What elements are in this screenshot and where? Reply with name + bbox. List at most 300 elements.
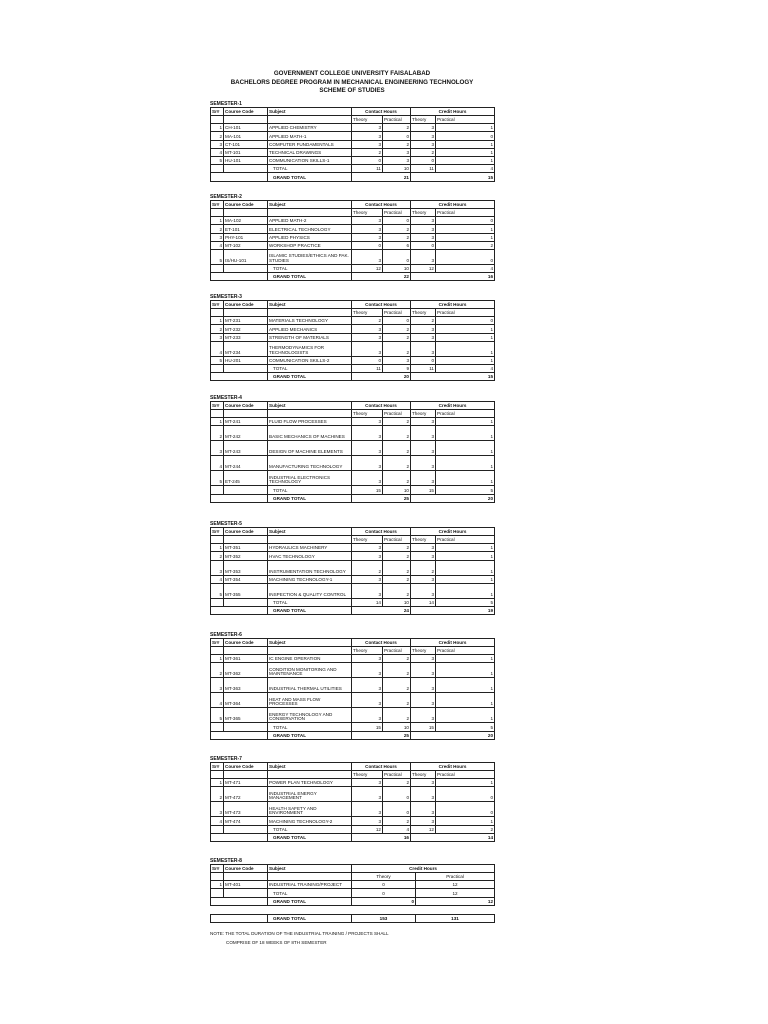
practical-label: Practical [436,647,495,655]
contact-practical: 2 [383,233,411,241]
sr-number: 3 [211,441,224,456]
total-contact-practical: 10 [383,598,411,606]
course-subject: ISLAMIC STUDIES/ETHICS AND PAK. STUDIES [268,249,352,264]
footnote-line: COMPRISE OF 18 WEEKS OF 8TH SEMESTER [226,939,327,945]
grand-total-credit: 20 [411,494,495,502]
blank-cell [224,486,268,494]
contact-theory: 3 [352,552,383,560]
semester-block [210,101,494,182]
course-subject: ELECTRICAL TECHNOLOGY [268,225,352,233]
practical-label: Practical [436,410,495,418]
credit-theory: 3 [411,787,436,802]
total-row [211,364,495,372]
sr-number: 4 [211,575,224,583]
course-code: CT-101 [224,140,268,148]
blank-cell [268,309,352,317]
contact-practical: 3 [383,148,411,156]
table-row [211,233,495,241]
col-subject-header: Subject [268,639,352,647]
course-code: MT-351 [224,544,268,552]
sr-number: 4 [211,817,224,825]
total-contact-practical: 10 [383,264,411,272]
credit-hours-header: Credit Hours [411,201,495,209]
course-code: MT-355 [224,583,268,598]
table-header-row [211,763,495,771]
table-subheader-row [211,309,495,317]
credit-practical: 1 [436,471,495,486]
contact-practical: 2 [383,471,411,486]
grand-total-credit: 20 [411,731,495,739]
semester-title: SEMESTER-5 [210,521,242,527]
credit-theory: 0 [352,881,416,889]
credit-practical: 1 [436,148,495,156]
course-code: HU-201 [224,356,268,364]
theory-label: Theory [352,873,416,881]
credit-practical: 1 [436,663,495,678]
sr-number: 1 [211,217,224,225]
theory-label: Theory [352,209,383,217]
credit-theory: 3 [411,341,436,356]
course-code: CH-101 [224,124,268,132]
credit-practical: 1 [436,693,495,708]
course-subject: CONDITION MONITORING AND MAINTENANCE [268,663,352,678]
credit-practical: 1 [436,552,495,560]
credit-practical: 1 [436,333,495,341]
contact-practical: 2 [383,341,411,356]
practical-label: Practical [383,309,411,317]
total-credit-practical: 5 [436,598,495,606]
grand-total-row [211,373,495,381]
credit-theory: 3 [411,325,436,333]
credit-theory: 3 [411,678,436,693]
course-code: MT-354 [224,575,268,583]
contact-practical: 2 [383,663,411,678]
sr-number: 4 [211,456,224,471]
blank-cell [211,833,268,841]
course-subject: COMMUNICATION SKILLS-2 [268,356,352,364]
overall-total-table [210,914,495,923]
blank-cell [224,825,268,833]
total-credit-theory: 12 [411,825,436,833]
blank-cell [224,889,268,897]
course-subject: BASIC MECHANICS OF MACHINES [268,426,352,441]
sr-number: 2 [211,663,224,678]
total-credit-theory: 11 [411,165,436,173]
course-subject: HYDRAULICS MACHINERY [268,544,352,552]
contact-practical: 2 [383,418,411,426]
credit-theory: 3 [411,708,436,723]
practical-label: Practical [436,536,495,544]
course-code: MT-101 [224,148,268,156]
table-subheader-row [211,873,495,881]
course-subject: IC ENGINE OPERATION [268,655,352,663]
table-row [211,426,495,441]
credit-theory: 3 [411,471,436,486]
sr-number: 1 [211,779,224,787]
credit-theory: 3 [411,802,436,817]
contact-practical: 2 [383,124,411,132]
table-row [211,881,495,889]
semester-block [210,858,494,906]
col-subject-header: Subject [268,528,352,536]
total-label: TOTAL [268,165,352,173]
course-code: MT-365 [224,708,268,723]
blank-cell [224,536,268,544]
semester-table [210,762,495,842]
contact-practical: 2 [383,575,411,583]
theory-label: Theory [411,536,436,544]
semester-table [210,107,495,182]
course-code: MT-471 [224,779,268,787]
total-credit-practical: 5 [436,723,495,731]
contact-practical: 3 [383,356,411,364]
credit-practical: 1 [436,426,495,441]
contact-practical: 6 [383,241,411,249]
grand-total-label: GRAND TOTAL [268,897,352,905]
grand-total-row [211,273,495,281]
grand-total-contact: 21 [352,173,411,181]
theory-label: Theory [352,116,383,124]
total-contact-practical: 10 [383,723,411,731]
grand-total-row [211,173,495,181]
credit-practical: 1 [436,325,495,333]
semester-title: SEMESTER-3 [210,294,242,300]
semester-table [210,401,495,503]
credit-practical: 1 [436,418,495,426]
contact-theory: 3 [352,333,383,341]
table-row [211,817,495,825]
semester-block [210,395,494,503]
table-row [211,356,495,364]
credit-theory: 3 [411,132,436,140]
course-subject: COMMUNICATION SKILLS-1 [268,156,352,164]
credit-theory: 3 [411,426,436,441]
contact-theory: 3 [352,779,383,787]
overall-total-label: GRAND TOTAL [268,915,352,923]
col-sr-header: Sr# [211,528,224,536]
grand-total-credit: 15 [411,173,495,181]
sr-number: 3 [211,140,224,148]
col-sr-header: Sr# [211,402,224,410]
table-row [211,802,495,817]
blank-cell [224,771,268,779]
col-sr-header: Sr# [211,301,224,309]
course-code: MT-242 [224,426,268,441]
grand-total-label: GRAND TOTAL [268,173,352,181]
contact-practical: 2 [383,560,411,575]
contact-practical: 0 [383,317,411,325]
table-row [211,441,495,456]
total-contact-theory: 14 [352,598,383,606]
blank-cell [211,598,224,606]
semester-title: SEMESTER-7 [210,756,242,762]
grand-total-contact: 25 [352,731,411,739]
sr-number: 4 [211,693,224,708]
total-label: TOTAL [268,598,352,606]
table-row [211,779,495,787]
total-credit-theory: 15 [411,723,436,731]
credit-hours-header: Credit Hours [411,639,495,647]
theory-label: Theory [411,771,436,779]
course-code: HU-101 [224,156,268,164]
sr-number: 2 [211,325,224,333]
blank-cell [211,606,268,614]
contact-practical: 2 [383,225,411,233]
blank-cell [224,209,268,217]
course-code: MT-232 [224,325,268,333]
credit-practical: 0 [436,217,495,225]
course-code: PHY-101 [224,233,268,241]
grand-total-credit: 14 [411,833,495,841]
total-contact-theory: 12 [352,264,383,272]
table-row [211,693,495,708]
scheme-title: SCHEME OF STUDIES [319,87,385,94]
total-row [211,598,495,606]
practical-label: Practical [416,873,495,881]
col-subject-header: Subject [268,763,352,771]
col-code-header: Course Code [224,639,268,647]
blank-cell [211,889,224,897]
table-subheader-row [211,536,495,544]
overall-credit-hours: 131 [416,915,495,923]
col-sr-header: Sr# [211,763,224,771]
credit-theory: 3 [411,575,436,583]
contact-theory: 3 [352,217,383,225]
blank-cell [224,598,268,606]
total-label: TOTAL [268,264,352,272]
blank-cell [211,165,224,173]
total-contact-theory: 11 [352,364,383,372]
course-subject: THERMODYNAMICS FOR TECHNOLOGISTS [268,341,352,356]
course-code: MT-233 [224,333,268,341]
blank-cell [268,771,352,779]
contact-practical: 2 [383,779,411,787]
grand-total-contact: 20 [352,373,411,381]
table-row [211,575,495,583]
course-code: MT-244 [224,456,268,471]
course-code: MT-401 [224,881,268,889]
credit-theory: 3 [411,456,436,471]
sr-number: 3 [211,333,224,341]
course-subject: DESIGN OF MACHINE ELEMENTS [268,441,352,456]
overall-contact-hours: 153 [352,915,416,923]
contact-theory: 0 [352,156,383,164]
table-row [211,317,495,325]
contact-practical: 2 [383,325,411,333]
semester-block [210,756,494,842]
course-code: MA-102 [224,217,268,225]
contact-practical: 2 [383,552,411,560]
credit-practical: 1 [436,225,495,233]
col-code-header: Course Code [224,201,268,209]
sr-number: 5 [211,156,224,164]
col-sr-header: Sr# [211,201,224,209]
table-row [211,325,495,333]
total-credit-theory: 0 [352,889,416,897]
course-subject: APPLIED PHYSICS [268,233,352,241]
semester-block [210,521,494,615]
contact-theory: 3 [352,124,383,132]
contact-practical: 2 [383,817,411,825]
contact-theory: 3 [352,802,383,817]
credit-theory: 3 [411,663,436,678]
contact-theory: 3 [352,225,383,233]
contact-practical: 2 [383,708,411,723]
table-row [211,217,495,225]
credit-theory: 0 [411,156,436,164]
sr-number: 1 [211,655,224,663]
contact-practical: 0 [383,802,411,817]
total-contact-theory: 11 [352,165,383,173]
overall-total-block [210,914,494,923]
table-row [211,456,495,471]
contact-practical: 2 [383,333,411,341]
blank-cell [224,165,268,173]
contact-theory: 3 [352,418,383,426]
course-code: MT-102 [224,241,268,249]
blank-cell [211,897,268,905]
table-header-row [211,402,495,410]
theory-label: Theory [352,536,383,544]
contact-theory: 3 [352,787,383,802]
semester-table [210,638,495,740]
grand-total-row [211,833,495,841]
table-header-row [211,301,495,309]
table-row [211,124,495,132]
grand-total-row [211,606,495,614]
grand-total-label: GRAND TOTAL [268,833,352,841]
credit-practical: 1 [436,678,495,693]
practical-label: Practical [383,771,411,779]
credit-theory: 3 [411,225,436,233]
contact-practical: 0 [383,249,411,264]
practical-label: Practical [436,771,495,779]
blank-cell [268,209,352,217]
credit-hours-header: Credit Hours [411,528,495,536]
course-subject: FLUID FLOW PROCESSES [268,418,352,426]
credit-theory: 3 [411,124,436,132]
contact-theory: 3 [352,140,383,148]
semester-title: SEMESTER-8 [210,858,242,864]
contact-theory: 3 [352,693,383,708]
grand-total-label: GRAND TOTAL [268,494,352,502]
table-row [211,132,495,140]
blank-cell [211,915,268,923]
table-header-row [211,528,495,536]
credit-hours-header: Credit Hours [411,402,495,410]
sr-number: 1 [211,317,224,325]
table-row [211,583,495,598]
grand-total-credit: 19 [411,606,495,614]
course-subject: HEAT AND MASS FLOW PROCESSES [268,693,352,708]
course-code: MT-473 [224,802,268,817]
credit-theory: 2 [411,317,436,325]
blank-cell [224,723,268,731]
total-credit-practical: 2 [436,825,495,833]
table-row [211,655,495,663]
grand-total-credit-theory: 0 [352,897,416,905]
practical-label: Practical [383,209,411,217]
sr-number: 2 [211,426,224,441]
course-subject: HEALTH SAFETY AND ENVIRONMENT [268,802,352,817]
contact-hours-header: Contact Hours [352,108,411,116]
total-credit-practical: 4 [436,364,495,372]
blank-cell [211,494,268,502]
credit-theory: 3 [411,544,436,552]
blank-cell [211,647,224,655]
course-code: MT-362 [224,663,268,678]
credit-theory: 3 [411,249,436,264]
course-code: MT-234 [224,341,268,356]
sr-number: 3 [211,560,224,575]
contact-practical: 2 [383,678,411,693]
course-subject: MATERIALS TECHNOLOGY [268,317,352,325]
credit-practical: 0 [436,802,495,817]
credit-theory: 3 [411,217,436,225]
total-row [211,889,495,897]
contact-hours-header: Contact Hours [352,402,411,410]
course-subject: STRENGTH OF MATERIALS [268,333,352,341]
contact-practical: 0 [383,217,411,225]
blank-cell [211,173,268,181]
credit-practical: 1 [436,441,495,456]
contact-theory: 3 [352,249,383,264]
sr-number: 2 [211,787,224,802]
contact-theory: 3 [352,426,383,441]
total-label: TOTAL [268,364,352,372]
credit-theory: 3 [411,140,436,148]
course-subject: INDUSTRIAL ELECTRONICS TECHNOLOGY [268,471,352,486]
theory-label: Theory [352,647,383,655]
credit-theory: 3 [411,817,436,825]
semester-block [210,194,494,281]
contact-practical: 2 [383,544,411,552]
blank-cell [211,771,224,779]
grand-total-contact: 25 [352,494,411,502]
total-contact-practical: 10 [383,486,411,494]
practical-label: Practical [436,309,495,317]
blank-cell [211,364,224,372]
contact-practical: 2 [383,583,411,598]
contact-practical: 2 [383,140,411,148]
credit-practical: 0 [436,317,495,325]
table-row [211,663,495,678]
sr-number: 5 [211,708,224,723]
semester-table [210,864,495,906]
total-label: TOTAL [268,723,352,731]
col-subject-header: Subject [268,402,352,410]
credit-practical: 1 [436,560,495,575]
sr-number: 2 [211,132,224,140]
credit-theory: 2 [411,560,436,575]
credit-theory: 3 [411,583,436,598]
total-credit-theory: 12 [411,264,436,272]
course-code: MT-352 [224,552,268,560]
table-row [211,678,495,693]
total-row [211,486,495,494]
total-contact-theory: 12 [352,825,383,833]
sr-number: 4 [211,241,224,249]
table-header-row [211,865,495,873]
blank-cell [224,873,268,881]
credit-practical: 1 [436,544,495,552]
blank-cell [211,410,224,418]
course-subject: APPLIED CHEMISTRY [268,124,352,132]
university-name: GOVERNMENT COLLEGE UNIVERSITY FAISALABAD [273,70,431,77]
course-subject: MACHINING TECHNOLOGY-1 [268,575,352,583]
practical-label: Practical [436,209,495,217]
blank-cell [224,264,268,272]
